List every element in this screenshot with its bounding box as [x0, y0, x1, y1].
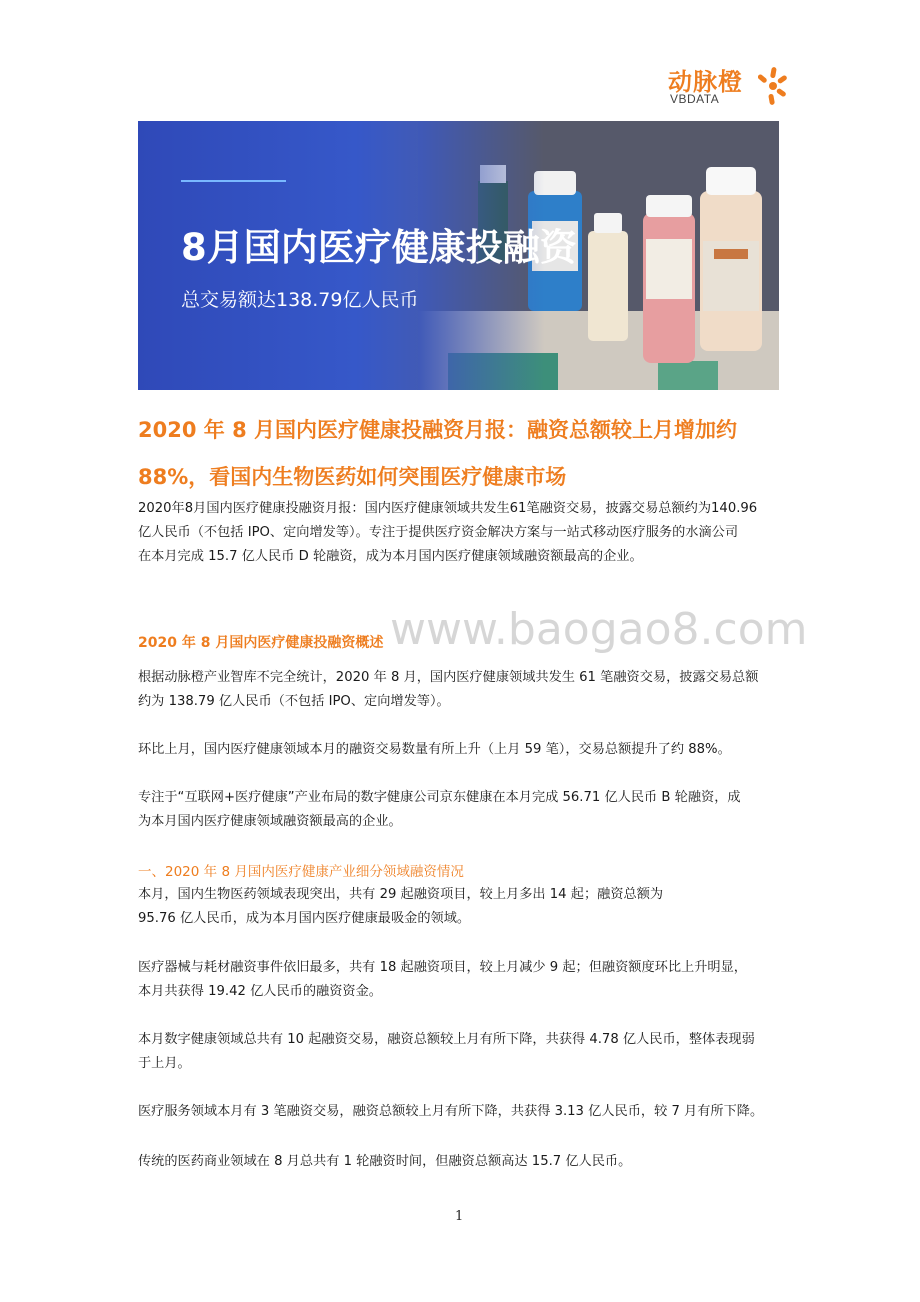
text-line: 本月共获得 19.42 亿人民币的融资资金。	[138, 984, 382, 999]
section-title: 2020 年 8 月国内医疗健康投融资概述	[138, 635, 384, 651]
intro-paragraph	[138, 497, 788, 569]
text-line: 医疗服务领域本月有 3 笔融资交易，融资总额较上月有所下降，共获得 3.13 亿人民币，较 7 月有所下降。	[138, 1104, 764, 1119]
text-line: 在本月完成 15.7 亿人民币 D 轮融资，成为本月国内医疗健康领域融资额最高的企业。	[138, 549, 643, 564]
segment-paragraph-3	[138, 1028, 788, 1076]
text-line: 约为 138.79 亿人民币（不包括 IPO、定向增发等）。	[138, 694, 450, 709]
vbdata-logo	[668, 62, 788, 108]
text-line: 本月，国内生物医药领域表现突出，共有 29 起融资项目，较上月多出 14 起；融资总额为	[138, 887, 664, 902]
overview-paragraph-2	[138, 738, 788, 762]
headline-line-1: 2020 年 8 月国内医疗健康投融资月报：融资总额较上月增加约	[138, 418, 737, 442]
text-line: 环比上月，国内医疗健康领域本月的融资交易数量有所上升（上月 59 笔），交易总额提升了约 88%。	[138, 742, 731, 757]
text-line: 根据动脉橙产业智库不完全统计，2020 年 8 月，国内医疗健康领域共发生 61 笔融资交易，披露交易总额	[138, 670, 759, 685]
watermark: www.baogao8.com	[390, 604, 808, 655]
overview-paragraph-3	[138, 786, 788, 834]
text-line: 专注于“互联网+医疗健康”产业布局的数字健康公司京东健康在本月完成 56.71 亿人民币 B 轮融资，成	[138, 790, 741, 805]
banner-subtitle: 总交易额达138.79亿人民币	[181, 289, 419, 311]
segment-paragraph-1	[138, 883, 788, 931]
text-line: 本月数字健康领域总共有 10 起融资交易，融资总额较上月有所下降，共获得 4.78 亿人民币，整体表现弱	[138, 1032, 755, 1047]
logo-name-en: VBDATA	[670, 92, 720, 106]
logo-name-cn: 动脉橙	[668, 68, 743, 96]
text-line: 医疗器械与耗材融资事件依旧最多，共有 18 起融资项目，较上月减少 9 起；但融资额度环比上升明显，	[138, 960, 747, 975]
segment-paragraph-5	[138, 1150, 788, 1174]
logo-burst-icon	[758, 66, 788, 106]
text-line: 为本月国内医疗健康领域融资额最高的企业。	[138, 814, 402, 829]
text-line: 于上月。	[138, 1056, 191, 1071]
headline-line-2: 88%，看国内生物医药如何突围医疗健康市场	[138, 465, 567, 489]
hero-banner	[138, 121, 779, 390]
text-line: 2020年8月国内医疗健康投融资月报：国内医疗健康领域共发生61笔融资交易，披露交易总额约为140.96	[138, 501, 758, 516]
page-number: 1	[455, 1209, 464, 1224]
segment-paragraph-4	[138, 1100, 788, 1124]
segment-paragraph-2	[138, 956, 788, 1004]
overview-paragraph-1	[138, 666, 788, 714]
subsection-title: 一、2020 年 8 月国内医疗健康产业细分领域融资情况	[138, 864, 464, 880]
text-line: 传统的医药商业领域在 8 月总共有 1 轮融资时间，但融资总额高达 15.7 亿人民币。	[138, 1154, 632, 1169]
banner-title: 8月国内医疗健康投融资	[181, 226, 577, 269]
text-line: 95.76 亿人民币，成为本月国内医疗健康最吸金的领域。	[138, 911, 471, 926]
text-line: 亿人民币（不包括 IPO、定向增发等）。专注于提供医疗资金解决方案与一站式移动医疗服务的水滴公司	[138, 525, 739, 540]
banner-accent-line	[181, 180, 286, 182]
